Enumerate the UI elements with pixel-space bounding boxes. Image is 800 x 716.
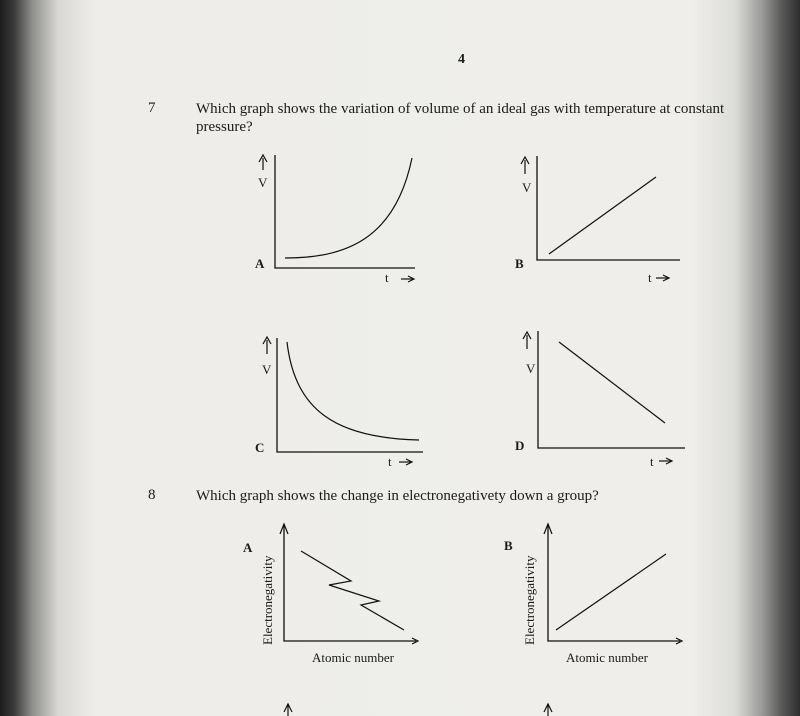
question-8-text: Which graph shows the change in electronegativety down a group? [196,488,599,504]
q7-graph-d-y-arrow [523,332,531,349]
q7-graph-c-x-arrow [399,459,412,465]
question-7-number: 7 [148,100,156,116]
q7-graph-a-x-label: t [385,270,389,285]
question-7-text-line2: pressure? [196,119,253,135]
q8-graph-a-x-label: Atomic number [312,650,394,665]
q8-graph-a-label: A [243,540,253,555]
q7-graph-c-label: C [255,440,265,455]
q7-graph-a-label: A [255,256,265,271]
q7-graph-b-y-label: V [522,180,532,195]
q7-graph-d-x-arrow [659,458,672,464]
q8-graph-a-y-label: Electronegativity [260,555,275,645]
q7-graph-b-x-arrow [656,275,669,281]
q7-graph-b-label: B [515,256,524,271]
q7-graph-a-y-label: V [258,175,268,190]
q7-graph-b-y-arrow [521,157,529,174]
q8-graph-a-zigzag [301,551,404,630]
q7-graph-d-label: D [515,438,525,453]
q8-graph-b-axes [548,524,680,641]
q7-graph-c [255,330,430,470]
q7-graph-a-x-arrow [401,276,414,282]
q7-graph-d [515,325,690,465]
q7-graph-b-line [549,177,656,254]
q8-graph-b-line [556,554,666,630]
q7-graph-a-y-arrow [259,155,267,170]
page-number: 4 [458,52,465,67]
question-7-text-line1: Which graph shows the variation of volume of an ideal gas with temperature at constant [196,101,725,117]
q8-graph-b-x-label: Atomic number [566,650,648,665]
q7-graph-c-axes [277,338,423,452]
q7-graph-b-axes [537,156,680,260]
q7-graph-d-x-label: t [650,454,654,469]
q7-graph-b-x-label: t [648,270,652,285]
next-graph-c-arrow [280,700,296,716]
q8-graph-a-axes [284,524,416,641]
q8-graph-b [540,520,690,650]
q7-graph-c-y-arrow [263,337,271,354]
q7-graph-d-line [559,342,665,423]
q7-graph-a [255,150,425,285]
question-8-number: 8 [148,487,156,503]
q7-graph-d-y-label: V [526,361,536,376]
q8-graph-b-label: B [504,538,513,553]
q7-graph-a-curve [285,158,412,258]
q7-graph-a-axes [275,155,415,268]
q8-graph-b-y-label: Electronegativity [522,555,537,645]
q8-graph-a [276,520,426,650]
q7-graph-b [515,150,685,285]
q7-graph-c-y-label: V [262,362,272,377]
q7-graph-d-axes [538,331,685,448]
q7-graph-c-x-label: t [388,454,392,469]
q7-graph-c-curve [287,342,419,440]
next-graph-d-arrow [540,700,556,716]
